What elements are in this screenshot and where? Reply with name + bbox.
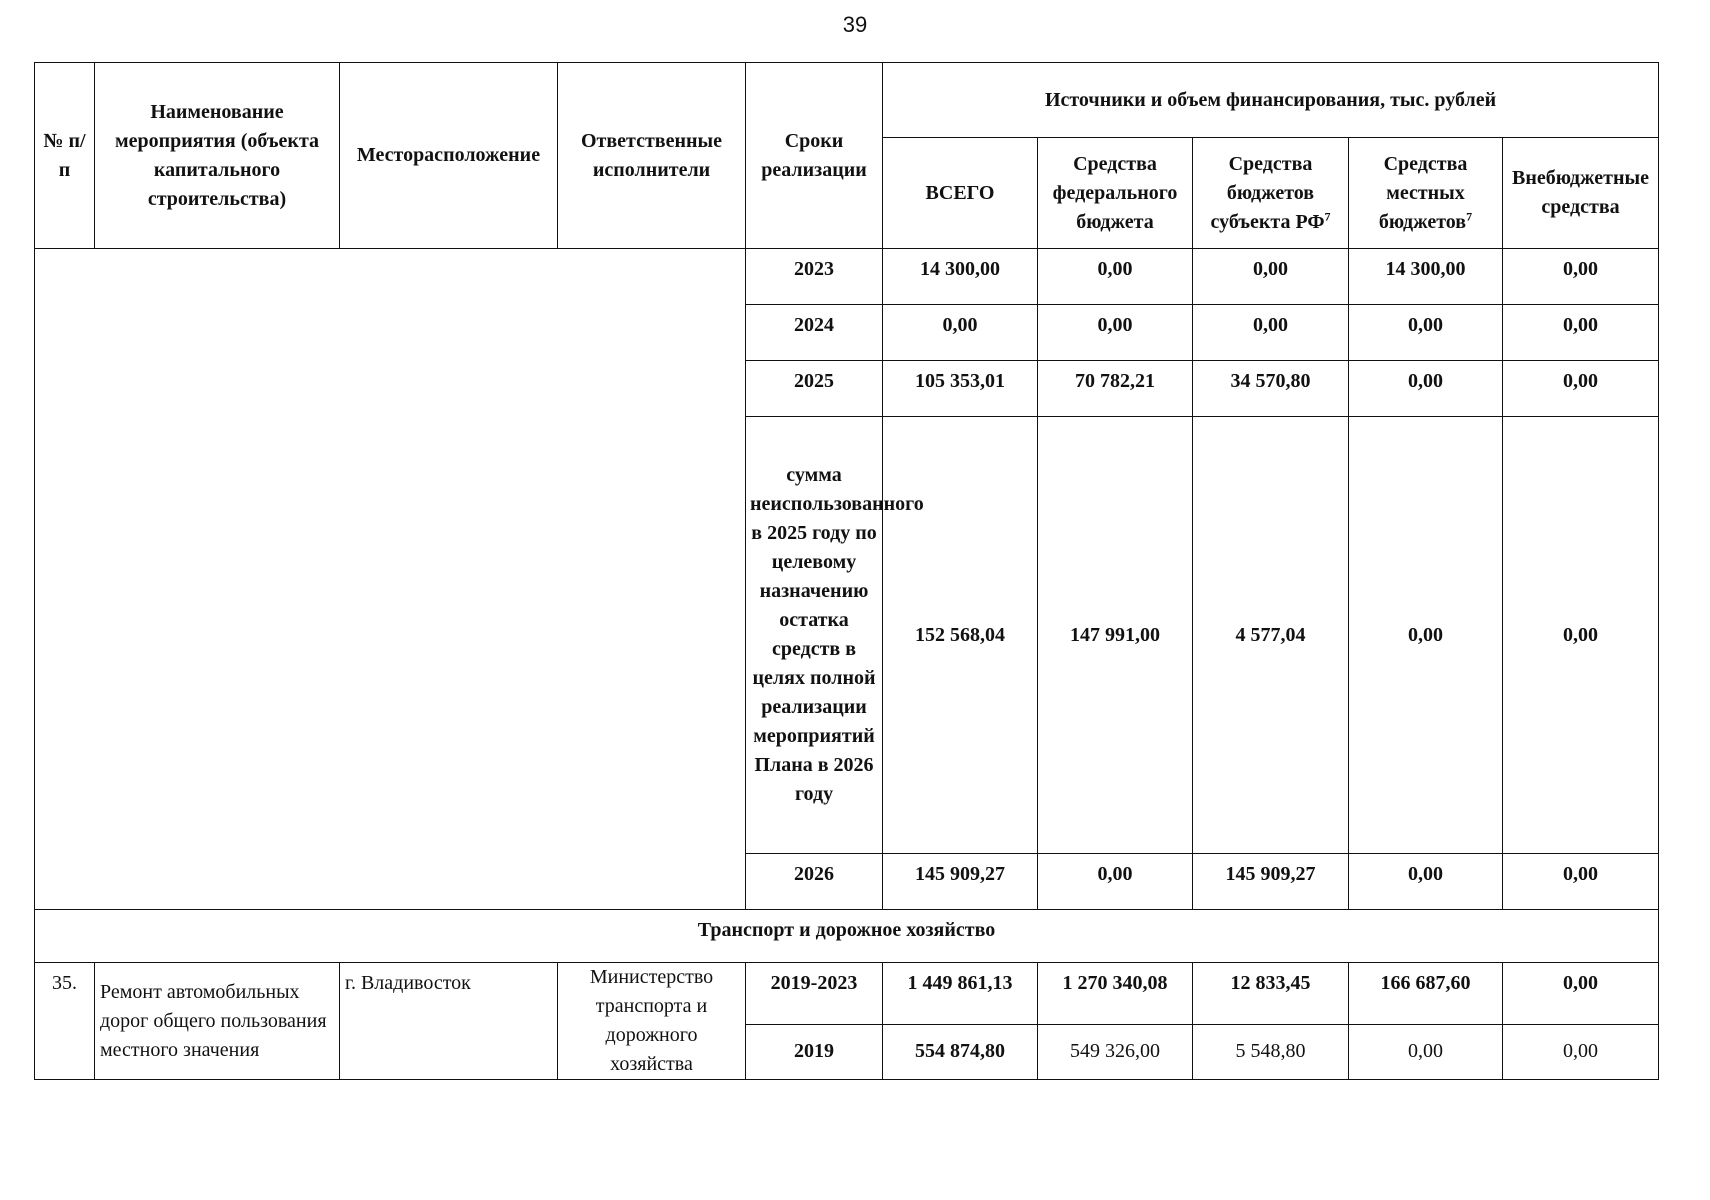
cell-federal: 0,00 [1038, 249, 1193, 305]
table-row [35, 249, 1659, 305]
cell-extra: 0,00 [1503, 249, 1659, 305]
cell-total: 152 568,04 [883, 417, 1038, 854]
cell-total: 554 874,80 [883, 1024, 1038, 1079]
footnote-mark: 7 [1466, 208, 1473, 223]
table-row [35, 963, 1659, 1025]
cell-local: 0,00 [1349, 1024, 1503, 1079]
page-number: 39 [842, 12, 868, 37]
cell-federal: 0,00 [1038, 305, 1193, 361]
cell-period: сумма неиспользованного в 2025 году по целевому назначению остатка средств в целях полной реализации мероприятий Плана в 2026 году [746, 417, 883, 854]
cell-item-executor: Министерство транспорта и дорожного хозяйства [558, 963, 746, 1080]
cell-regional: 5 548,80 [1193, 1024, 1349, 1079]
cell-federal: 147 991,00 [1038, 417, 1193, 854]
cell-period: 2019-2023 [746, 963, 883, 1025]
col-header-name: Наименование мероприятия (объекта капитального строительства) [95, 63, 340, 249]
col-header-local-label: Средства местных бюджетов [1378, 152, 1468, 233]
cell-period: 2023 [746, 249, 883, 305]
financing-table [34, 62, 1659, 1080]
cell-federal: 1 270 340,08 [1038, 963, 1193, 1025]
cell-local: 14 300,00 [1349, 249, 1503, 305]
cell-extra: 0,00 [1503, 854, 1659, 910]
cell-federal: 0,00 [1038, 854, 1193, 910]
merged-empty-cell [35, 249, 746, 910]
cell-regional: 145 909,27 [1193, 854, 1349, 910]
col-header-terms: Сроки реализации [746, 63, 883, 249]
cell-total: 145 909,27 [883, 854, 1038, 910]
col-header-funding: Источники и объем финансирования, тыс. рублей [883, 63, 1659, 138]
cell-period: 2024 [746, 305, 883, 361]
cell-local: 0,00 [1349, 854, 1503, 910]
cell-extra: 0,00 [1503, 361, 1659, 417]
col-header-federal: Средства федерального бюджета [1038, 138, 1193, 249]
cell-local: 0,00 [1349, 417, 1503, 854]
footnote-mark: 7 [1324, 208, 1331, 223]
cell-regional: 0,00 [1193, 249, 1349, 305]
cell-local: 166 687,60 [1349, 963, 1503, 1025]
cell-regional: 12 833,45 [1193, 963, 1349, 1025]
section-title: Транспорт и дорожное хозяйство [35, 910, 1659, 963]
col-header-regional-label: Средства бюджетов субъекта РФ [1210, 152, 1325, 233]
cell-total: 1 449 861,13 [883, 963, 1038, 1025]
cell-federal: 70 782,21 [1038, 361, 1193, 417]
cell-period: 2026 [746, 854, 883, 910]
col-header-executors: Ответственные исполнители [558, 63, 746, 249]
section-row [35, 910, 1659, 963]
cell-federal: 549 326,00 [1038, 1024, 1193, 1079]
cell-extra: 0,00 [1503, 417, 1659, 854]
col-header-total: ВСЕГО [883, 138, 1038, 249]
cell-item-name: Ремонт автомобильных дорог общего пользования местного значения [95, 963, 340, 1080]
col-header-location: Месторасположение [340, 63, 558, 249]
col-header-regional [1193, 138, 1349, 249]
cell-extra: 0,00 [1503, 1024, 1659, 1079]
cell-local: 0,00 [1349, 361, 1503, 417]
col-header-local [1349, 138, 1503, 249]
cell-extra: 0,00 [1503, 963, 1659, 1025]
cell-period: 2025 [746, 361, 883, 417]
cell-total: 105 353,01 [883, 361, 1038, 417]
cell-period: 2019 [746, 1024, 883, 1079]
cell-total: 0,00 [883, 305, 1038, 361]
cell-extra: 0,00 [1503, 305, 1659, 361]
cell-item-num: 35. [35, 963, 95, 1080]
cell-total: 14 300,00 [883, 249, 1038, 305]
col-header-num: № п/п [35, 63, 95, 249]
cell-regional: 4 577,04 [1193, 417, 1349, 854]
cell-item-location: г. Владивосток [340, 963, 558, 1080]
col-header-extra: Внебюджетные средства [1503, 138, 1659, 249]
cell-regional: 34 570,80 [1193, 361, 1349, 417]
cell-regional: 0,00 [1193, 305, 1349, 361]
cell-local: 0,00 [1349, 305, 1503, 361]
